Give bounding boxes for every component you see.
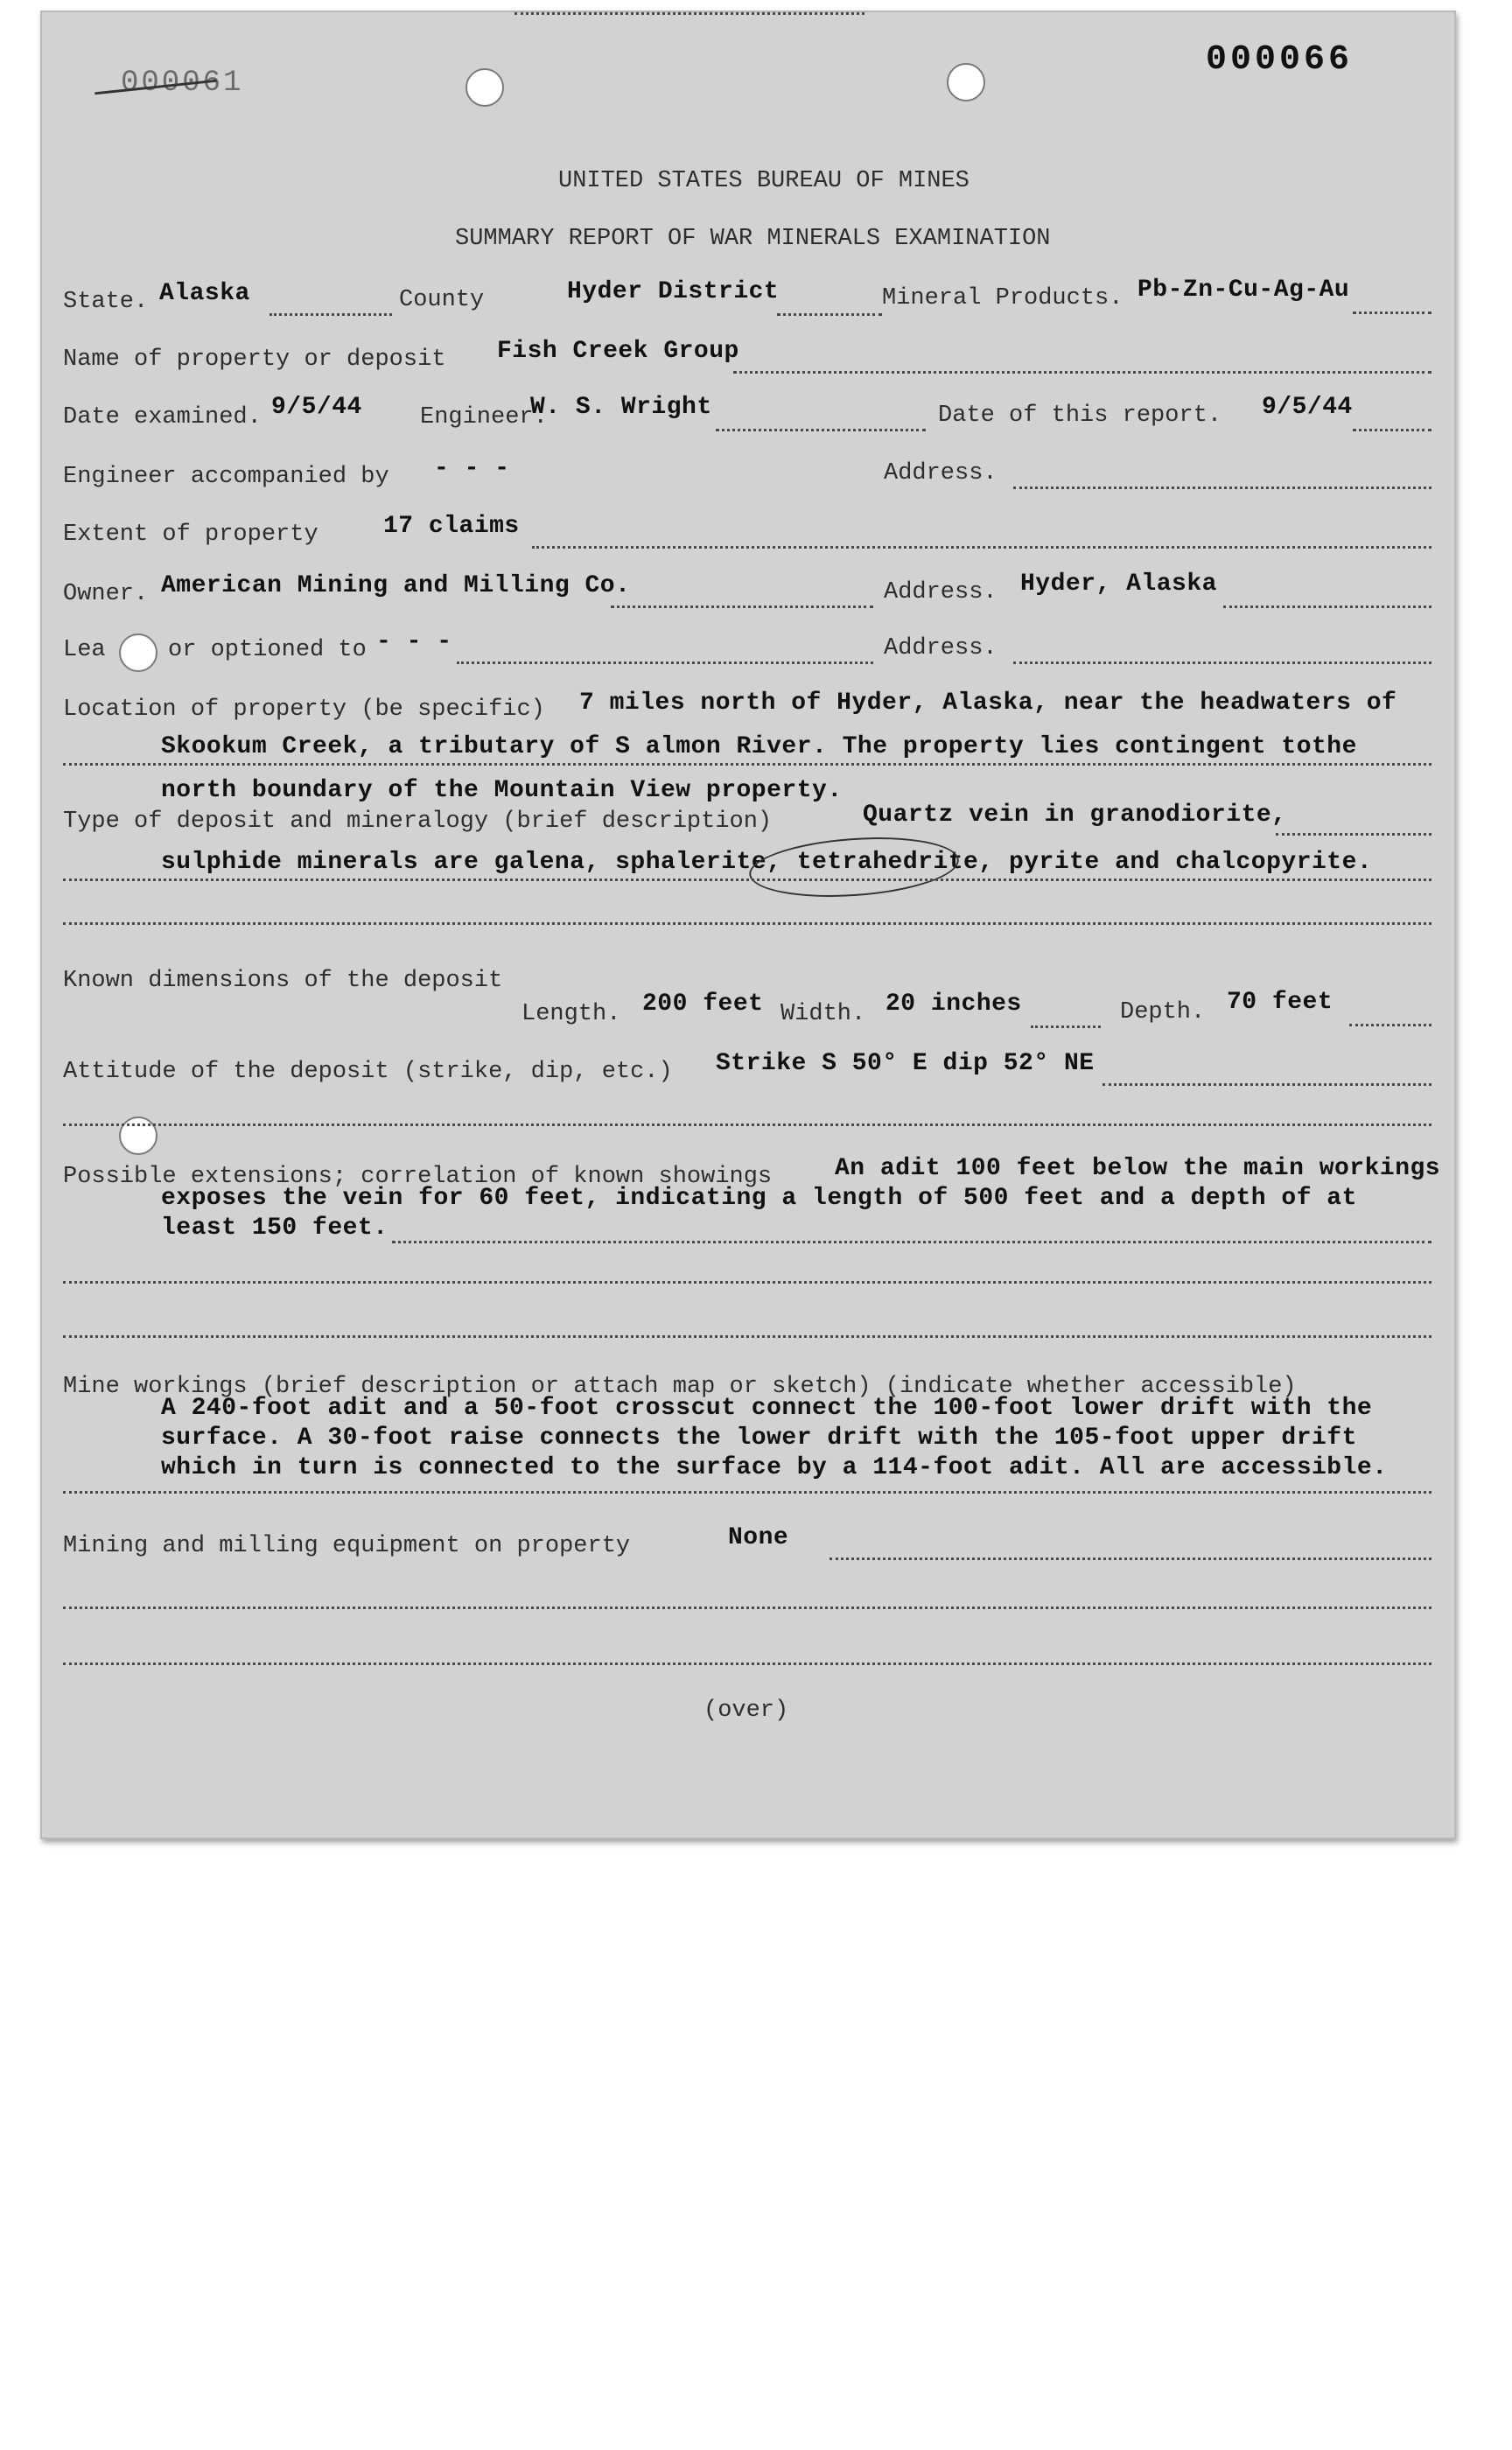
dotted-line bbox=[63, 1491, 1432, 1494]
dotted-line bbox=[63, 922, 1432, 925]
extensions-line-3: least 150 feet. bbox=[161, 1214, 388, 1242]
dotted-line bbox=[63, 1606, 1432, 1609]
length-label: Length. bbox=[522, 1001, 621, 1027]
leased-value: - - - bbox=[376, 628, 452, 655]
extent-value: 17 claims bbox=[383, 513, 520, 540]
dotted-line bbox=[457, 662, 873, 664]
deposit-type-line-1: Quartz vein in granodiorite, bbox=[863, 802, 1287, 829]
location-line-3: north boundary of the Mountain View property. bbox=[161, 777, 843, 804]
deposit-type-label: Type of deposit and mineralogy (brief description) bbox=[63, 808, 773, 835]
dotted-line bbox=[63, 878, 1432, 881]
dotted-line bbox=[514, 12, 864, 15]
workings-line-3: which in turn is connected to the surface by a 114-foot adit. All are accessible. bbox=[161, 1454, 1388, 1481]
owner-address-value: Hyder, Alaska bbox=[1020, 570, 1217, 598]
dotted-line bbox=[830, 1558, 1432, 1560]
dotted-line bbox=[1013, 486, 1432, 489]
owner-value: American Mining and Milling Co. bbox=[161, 572, 631, 599]
equipment-label: Mining and milling equipment on property bbox=[63, 1533, 631, 1559]
agency-title: UNITED STATES BUREAU OF MINES bbox=[558, 168, 970, 194]
owner-address-label: Address. bbox=[884, 579, 998, 606]
dotted-line bbox=[1353, 429, 1432, 431]
property-value: Fish Creek Group bbox=[497, 338, 739, 365]
dotted-line bbox=[1353, 312, 1432, 314]
report-sheet bbox=[40, 10, 1456, 1839]
dotted-line bbox=[1349, 1024, 1432, 1026]
punch-hole bbox=[466, 68, 504, 107]
dotted-line bbox=[1102, 1083, 1432, 1086]
county-label: County bbox=[399, 287, 485, 313]
owner-label: Owner. bbox=[63, 581, 149, 607]
dotted-line bbox=[1031, 1026, 1101, 1028]
county-value: Hyder District bbox=[567, 278, 780, 305]
dotted-line bbox=[1276, 833, 1432, 836]
report-date-value: 9/5/44 bbox=[1262, 394, 1353, 421]
dotted-line bbox=[63, 1281, 1432, 1284]
extensions-line-2: exposes the vein for 60 feet, indicating a length of 500 feet and a depth of at bbox=[161, 1185, 1357, 1212]
dotted-line bbox=[63, 1124, 1432, 1126]
property-label: Name of property or deposit bbox=[63, 346, 446, 373]
dotted-line bbox=[392, 1241, 1432, 1243]
location-label: Location of property (be specific) bbox=[63, 696, 545, 723]
depth-value: 70 feet bbox=[1227, 989, 1334, 1016]
dotted-line bbox=[733, 371, 1432, 374]
dimensions-label: Known dimensions of the deposit bbox=[63, 968, 503, 994]
dotted-line bbox=[63, 1335, 1432, 1338]
dotted-line bbox=[1013, 662, 1432, 664]
handwritten-circle bbox=[747, 831, 961, 904]
address-label: Address. bbox=[884, 460, 998, 486]
minerals-label: Mineral Products. bbox=[882, 285, 1124, 312]
location-line-1: 7 miles north of Hyder, Alaska, near the headwaters of bbox=[579, 690, 1397, 717]
minerals-value: Pb-Zn-Cu-Ag-Au bbox=[1138, 276, 1350, 304]
accompanied-label: Engineer accompanied by bbox=[63, 464, 389, 490]
dotted-line bbox=[1223, 606, 1432, 608]
location-line-2: Skookum Creek, a tributary of S almon River. The property lies contingent tothe bbox=[161, 733, 1357, 760]
footer-over: (over) bbox=[704, 1698, 789, 1724]
accompanied-value: - - - bbox=[434, 455, 510, 482]
width-value: 20 inches bbox=[886, 990, 1022, 1018]
extensions-line-1: An adit 100 feet below the main workings bbox=[835, 1155, 1441, 1182]
deposit-type-line-2: sulphide minerals are galena, sphalerite, tetrahedrite, pyrite and chalcopyrite. bbox=[161, 849, 1373, 876]
state-value: Alaska bbox=[159, 280, 250, 307]
date-examined-value: 9/5/44 bbox=[271, 394, 362, 421]
optioned-label: or optioned to bbox=[168, 637, 367, 663]
state-label: State. bbox=[63, 289, 149, 315]
engineer-value: W. S. Wright bbox=[530, 394, 712, 421]
date-examined-label: Date examined. bbox=[63, 404, 262, 430]
extent-label: Extent of property bbox=[63, 522, 318, 548]
attitude-value: Strike S 50° E dip 52° NE bbox=[716, 1050, 1095, 1077]
extensions-label: Possible extensions; correlation of known showings bbox=[63, 1164, 773, 1190]
length-value: 200 feet bbox=[642, 990, 764, 1018]
dotted-line bbox=[777, 313, 882, 316]
dotted-line bbox=[63, 763, 1432, 766]
engineer-label: Engineer. bbox=[420, 404, 548, 430]
dotted-line bbox=[611, 606, 873, 608]
report-title: SUMMARY REPORT OF WAR MINERALS EXAMINATION bbox=[455, 226, 1051, 252]
report-date-label: Date of this report. bbox=[938, 402, 1222, 429]
workings-line-2: surface. A 30-foot raise connects the lower drift with the 105-foot upper drift bbox=[161, 1424, 1357, 1452]
workings-label: Mine workings (brief description or attach map or sketch) (indicate whether accessible) bbox=[63, 1374, 1297, 1400]
punch-hole bbox=[119, 1116, 158, 1155]
dotted-line bbox=[270, 313, 392, 316]
punch-hole bbox=[947, 63, 985, 102]
leased-address-label: Address. bbox=[884, 635, 998, 662]
corner-stamp: 000061 bbox=[121, 66, 244, 100]
attitude-label: Attitude of the deposit (strike, dip, etc.) bbox=[63, 1059, 673, 1085]
workings-line-1: A 240-foot adit and a 50-foot crosscut connect the 100-foot lower drift with the bbox=[161, 1395, 1373, 1422]
leased-label: Lea bbox=[63, 637, 106, 663]
width-label: Width. bbox=[780, 1001, 866, 1027]
depth-label: Depth. bbox=[1120, 999, 1206, 1026]
dotted-line bbox=[63, 1662, 1432, 1665]
punch-hole bbox=[119, 634, 158, 672]
equipment-value: None bbox=[728, 1524, 789, 1551]
serial-number: 000066 bbox=[1206, 40, 1354, 80]
dotted-line bbox=[532, 546, 1432, 549]
dotted-line bbox=[716, 429, 926, 431]
